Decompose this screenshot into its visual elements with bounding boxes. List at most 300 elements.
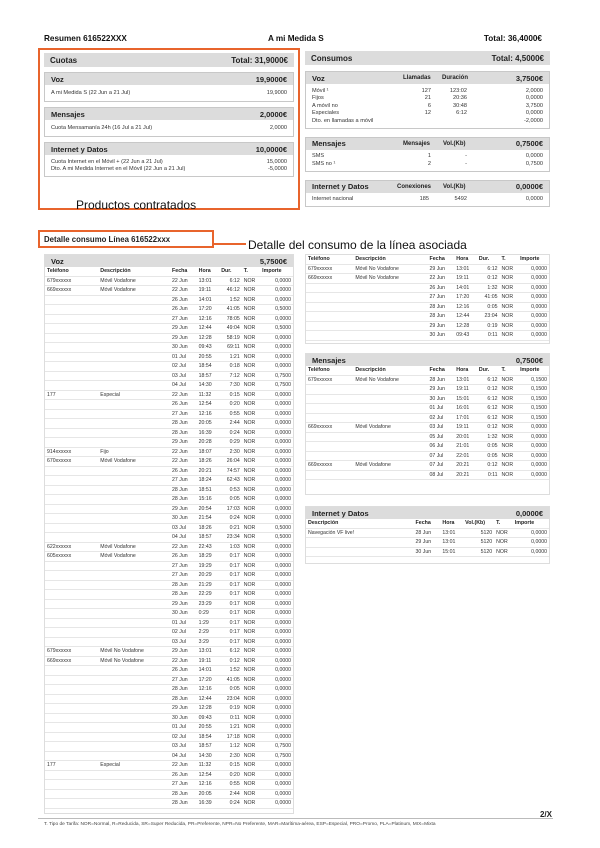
table-cell: NOR xyxy=(243,496,256,502)
column-header: Teléfono xyxy=(308,367,330,374)
column-header: Fecha xyxy=(172,268,188,275)
table-cell: 21:29 xyxy=(198,581,212,588)
table-row xyxy=(45,618,293,628)
table-row xyxy=(45,590,293,600)
table-cell: 0,0000 xyxy=(275,429,291,436)
table-cell: 15:16 xyxy=(198,496,212,502)
table-cell: 0:17 xyxy=(229,610,240,616)
column-header: Vol.(Kb) xyxy=(465,520,486,527)
table-cell: 0:17 xyxy=(229,553,240,559)
table-cell: 12:16 xyxy=(456,303,470,310)
table-cell: 17:20 xyxy=(198,676,212,683)
table-cell: 0,1500 xyxy=(531,386,547,392)
table-row xyxy=(45,476,293,486)
table-cell: 12:44 xyxy=(198,325,212,331)
table-cell: 0,0000 xyxy=(275,467,291,474)
table-cell: 26 Jun xyxy=(172,401,188,407)
table-cell: 0,0000 xyxy=(275,391,291,398)
table-cell: 12:28 xyxy=(198,705,212,711)
table-cell xyxy=(98,533,170,543)
table-cell xyxy=(306,547,414,557)
table-cell: 0,5000 xyxy=(275,325,291,331)
consumos-internet-title: Internet y Datos xyxy=(312,182,369,191)
table-cell: Móvil Vodafone xyxy=(355,424,391,430)
row-volume: - xyxy=(465,153,467,160)
table-cell: 0,0000 xyxy=(275,705,291,711)
table-cell: 20:01 xyxy=(456,433,470,440)
table-cell: 0:20 xyxy=(229,401,240,407)
table-cell: 04 Jul xyxy=(172,752,186,759)
table-cell: NOR xyxy=(501,376,514,383)
table-cell: 20:21 xyxy=(456,462,470,468)
table-cell: 0:24 xyxy=(229,429,240,436)
table-cell: 0,0000 xyxy=(275,648,291,654)
table-cell: 0,0000 xyxy=(275,277,291,284)
table-cell: 03 Jul xyxy=(172,524,186,531)
table-cell xyxy=(306,283,353,293)
table-row xyxy=(306,375,549,385)
table-cell xyxy=(45,333,98,343)
table-cell xyxy=(45,637,98,647)
table-cell: NOR xyxy=(243,477,256,483)
table-cell: 6:12 xyxy=(229,648,240,654)
table-cell: 0,0000 xyxy=(275,515,291,521)
table-cell xyxy=(45,533,98,543)
table-row xyxy=(45,780,293,790)
table-cell: 0,0000 xyxy=(275,543,291,550)
table-cell: 21:01 xyxy=(456,443,470,449)
table-cell: 20:21 xyxy=(456,471,470,478)
table-cell: 1:12 xyxy=(229,743,240,749)
table-cell xyxy=(98,409,170,419)
table-cell: 27 Jun xyxy=(429,294,446,300)
table-row xyxy=(45,704,293,714)
table-cell: 0,0000 xyxy=(275,572,291,578)
cuotas-total: Total: 31,9000€ xyxy=(231,55,288,65)
table-cell: NOR xyxy=(243,296,256,303)
consumos-voz xyxy=(305,71,550,129)
table-cell: NOR xyxy=(501,471,514,478)
table-cell: 01 Jul xyxy=(172,619,186,626)
table-row xyxy=(45,314,293,324)
row-label: SMS no ¹ xyxy=(312,160,336,167)
table-cell: 0,1500 xyxy=(531,395,547,402)
table-cell: 7:12 xyxy=(229,372,240,379)
table-cell xyxy=(45,675,98,685)
table-cell xyxy=(45,523,98,533)
table-row xyxy=(45,381,293,391)
table-cell xyxy=(45,400,98,410)
table-cell: 29 Jun xyxy=(415,539,432,545)
table-cell: 28 Jun xyxy=(429,376,446,383)
table-cell: 30 Jun xyxy=(415,548,432,555)
row-label: Dto. A mi Medida Internet en el Móvil (22 Jun a 21 Jul) xyxy=(51,166,186,173)
table-cell: NOR xyxy=(501,284,514,291)
table-cell: NOR xyxy=(243,553,256,559)
table-cell: NOR xyxy=(243,733,256,740)
table-cell: NOR xyxy=(243,410,256,417)
table-cell: Móvil Vodafone xyxy=(100,277,136,284)
table-cell: 0,0000 xyxy=(531,462,547,468)
table-cell xyxy=(98,419,170,429)
table-cell xyxy=(98,352,170,362)
col-header-llamadas: Llamadas xyxy=(403,75,431,81)
table-cell: 1:03 xyxy=(229,543,240,550)
table-cell xyxy=(45,599,98,609)
table-cell xyxy=(353,442,427,452)
table-cell: 0,0000 xyxy=(275,562,291,569)
table-cell: NOR xyxy=(243,695,256,702)
table-cell: 1:29 xyxy=(198,619,209,626)
detail-voz-continued xyxy=(305,254,550,344)
table-cell xyxy=(45,314,98,324)
table-cell: 19:11 xyxy=(198,287,212,293)
list-item xyxy=(306,102,549,110)
table-row xyxy=(45,295,293,305)
table-cell: Móvil No Vodafone xyxy=(355,265,399,272)
table-cell: 03 Jul xyxy=(172,638,186,645)
table-row xyxy=(306,302,549,312)
table-cell: 0,7500 xyxy=(275,372,291,379)
table-cell xyxy=(45,514,98,524)
table-cell: 0:17 xyxy=(229,638,240,645)
table-header-row xyxy=(45,267,293,276)
table-cell: 27 Jun xyxy=(172,572,188,578)
table-cell xyxy=(45,580,98,590)
table-cell: 0,0000 xyxy=(275,600,291,607)
table-cell: 14:01 xyxy=(198,667,212,673)
table-cell xyxy=(306,451,353,461)
row-value: 0,0000 xyxy=(525,153,543,160)
column-header: T. xyxy=(496,520,501,527)
table-cell xyxy=(306,413,353,423)
table-cell: NOR xyxy=(243,486,256,493)
row-count: 127 xyxy=(421,87,431,94)
table-row xyxy=(45,542,293,552)
table-cell: 28 Jun xyxy=(172,686,188,692)
table-cell: 17:03 xyxy=(226,505,240,512)
table-cell: NOR xyxy=(501,443,514,449)
table-cell xyxy=(98,295,170,305)
table-cell: NOR xyxy=(501,303,514,310)
table-cell: 13:01 xyxy=(456,265,470,272)
table-row xyxy=(306,470,549,480)
table-cell: 20:05 xyxy=(198,790,212,797)
table-cell: 0,0000 xyxy=(275,486,291,493)
table-cell: NOR xyxy=(501,424,514,430)
table-cell: 0:05 xyxy=(487,452,498,459)
table-cell: 1:52 xyxy=(229,667,240,673)
table-row xyxy=(45,324,293,334)
table-cell: 0,7500 xyxy=(275,752,291,759)
table-cell: 04 Jul xyxy=(172,534,186,540)
table-cell xyxy=(45,419,98,429)
table-cell: NOR xyxy=(243,724,256,730)
col-header-mensajes: Mensajes xyxy=(403,140,431,147)
table-cell: 19:11 xyxy=(456,275,469,281)
table-cell: 0:19 xyxy=(487,322,498,329)
table-cell: 30 Jun xyxy=(172,610,188,616)
row-count: 6 xyxy=(427,102,431,109)
table-cell: 17:01 xyxy=(456,414,470,421)
connector-line xyxy=(214,243,246,245)
table-cell: 669xxxxxx xyxy=(308,424,333,430)
table-cell: 09:43 xyxy=(198,344,212,350)
table-cell xyxy=(98,599,170,609)
table-cell: 03 Jul xyxy=(172,743,186,749)
table-cell xyxy=(45,713,98,723)
table-cell: Móvil Vodafone xyxy=(100,553,136,559)
table-row xyxy=(45,485,293,495)
column-header: Descripción xyxy=(355,256,386,263)
table-cell: 74:57 xyxy=(226,467,240,474)
table-cell: 29 Jun xyxy=(429,386,446,392)
table-cell: 2:30 xyxy=(229,752,240,759)
row-value: -5,0000 xyxy=(268,166,287,173)
table-cell xyxy=(98,704,170,714)
table-cell: 0:29 xyxy=(198,610,209,616)
table-cell: 0,0000 xyxy=(275,790,291,797)
table-cell: NOR xyxy=(496,548,508,555)
table-cell: 58:19 xyxy=(226,334,240,341)
table-cell: 01 Jul xyxy=(172,353,186,360)
column-header: T. xyxy=(501,367,506,374)
table-cell: 6:12 xyxy=(487,405,498,411)
table-row xyxy=(306,413,549,423)
table-cell: 0,0000 xyxy=(275,553,291,559)
table-cell: 19:11 xyxy=(198,657,212,664)
table-cell: 22:01 xyxy=(456,452,470,459)
table-cell: NOR xyxy=(243,277,256,284)
table-cell: 22 Jun xyxy=(172,458,188,464)
table-cell: 2:44 xyxy=(229,420,240,426)
table-cell xyxy=(98,675,170,685)
column-header: Hora xyxy=(198,268,211,275)
table-cell: Móvil No Vodafone xyxy=(100,648,144,654)
list-item xyxy=(306,110,549,118)
table-cell: NOR xyxy=(243,591,256,597)
table-cell xyxy=(98,789,170,799)
table-cell: 0:11 xyxy=(230,714,240,721)
row-volume: 5492 xyxy=(454,196,467,203)
table-cell xyxy=(306,321,353,331)
row-label: Fijos xyxy=(312,95,324,102)
table-cell xyxy=(45,343,98,353)
list-item xyxy=(45,166,293,174)
table-row xyxy=(45,751,293,761)
table-cell: NOR xyxy=(243,439,256,445)
table-cell xyxy=(45,780,98,790)
table-cell xyxy=(45,295,98,305)
table-cell: NOR xyxy=(501,265,514,272)
table-cell xyxy=(353,432,427,442)
table-cell: 0:18 xyxy=(229,363,240,369)
table-cell: 03 Jul xyxy=(429,424,444,430)
table-cell xyxy=(45,723,98,733)
table-cell: 12:44 xyxy=(198,695,212,702)
table-row xyxy=(306,461,549,471)
table-cell: 2:44 xyxy=(229,790,240,797)
column-header: Importe xyxy=(514,520,535,527)
row-label: A móvil no xyxy=(312,102,338,109)
column-header: Descripción xyxy=(308,520,339,527)
table-cell: 28 Jun xyxy=(172,429,188,436)
table-cell: 0,0000 xyxy=(275,458,291,464)
table-row xyxy=(45,390,293,400)
table-cell: 0:29 xyxy=(229,439,240,445)
table-cell: 22 Jun xyxy=(172,657,188,664)
footer-note: T. Tipo de Tarifa: NOR=Normal, R=Reducida, SR=Super Reducida, PR=Preferente, NPR=No Preferente, MAR=Marítima-aérea, ESP=Especial, PRO=Promo, PLA=Platinum, MIX=Mixta xyxy=(44,822,436,827)
table-cell: NOR xyxy=(243,581,256,588)
table-row xyxy=(45,466,293,476)
table-cell: 22 Jun xyxy=(429,275,446,281)
table-cell xyxy=(98,466,170,476)
table-cell: 1:32 xyxy=(487,284,498,291)
table-cell: 5120 xyxy=(480,529,493,536)
row-label: A mi Medida S (22 Jun a 21 Jul) xyxy=(51,90,131,96)
col-header-vol: Vol.(Kb) xyxy=(443,140,466,147)
table-cell: 23:04 xyxy=(226,695,240,702)
table-cell: 28 Jun xyxy=(172,420,188,426)
table-cell: 26:04 xyxy=(226,458,240,464)
table-cell: 0,0000 xyxy=(531,284,547,291)
table-cell: 0,0000 xyxy=(275,714,291,721)
table-cell: 16:01 xyxy=(456,405,470,411)
consumos-voz-title: Voz xyxy=(312,73,325,83)
table-cell: NOR xyxy=(243,572,256,578)
table-cell: 0:55 xyxy=(229,781,240,787)
table-cell: 669xxxxxx xyxy=(47,287,72,293)
table-row xyxy=(45,333,293,343)
row-label: Móvil ¹ xyxy=(312,87,329,94)
column-header: Fecha xyxy=(429,367,445,374)
row-value: 15,0000 xyxy=(266,158,287,165)
table-cell: 18:51 xyxy=(198,486,212,493)
table-cell xyxy=(98,571,170,581)
cuotas-voz-amount: 19,9000€ xyxy=(255,74,287,84)
table-cell: 0,0000 xyxy=(531,433,547,440)
table-cell: 15:01 xyxy=(442,548,456,555)
table-cell: NOR xyxy=(243,752,256,759)
table-cell: 2:30 xyxy=(229,448,240,455)
table-cell: 18:54 xyxy=(198,733,212,740)
table-cell xyxy=(98,523,170,533)
row-value: 0,0000 xyxy=(525,196,543,203)
table-cell: 30 Jun xyxy=(429,395,446,402)
table-cell: 0:11 xyxy=(487,332,498,338)
table-cell: 0,0000 xyxy=(275,695,291,702)
table-cell xyxy=(45,618,98,628)
table-cell xyxy=(98,666,170,676)
column-header: Descripción xyxy=(355,367,386,374)
table-cell: 0:12 xyxy=(487,386,498,392)
table-cell xyxy=(45,590,98,600)
table-cell xyxy=(45,789,98,799)
table-cell: 29 Jun xyxy=(172,439,188,445)
table-cell: NOR xyxy=(243,619,256,626)
table-cell: NOR xyxy=(243,505,256,512)
table-cell: 26 Jun xyxy=(172,296,188,303)
table-cell: 0,0000 xyxy=(531,332,547,338)
detail-voz2-table xyxy=(306,255,549,341)
table-cell xyxy=(306,470,353,480)
table-cell xyxy=(45,324,98,334)
table-cell: NOR xyxy=(501,313,514,319)
table-cell: 7:30 xyxy=(229,382,240,388)
table-cell xyxy=(353,470,427,480)
table-cell: Móvil Vodafone xyxy=(100,543,136,550)
table-cell: 02 Jul xyxy=(172,363,186,369)
table-cell: 5120 xyxy=(480,548,493,555)
table-cell: Navegación VF live! xyxy=(308,529,355,536)
table-cell: NOR xyxy=(243,524,256,531)
table-cell xyxy=(45,770,98,780)
table-cell: 12:16 xyxy=(198,686,212,692)
table-cell: NOR xyxy=(243,515,256,521)
annotation-productos: Productos contratados xyxy=(76,198,197,212)
table-cell xyxy=(98,514,170,524)
table-row xyxy=(45,685,293,695)
table-cell: 09:43 xyxy=(198,714,212,721)
table-cell: NOR xyxy=(243,334,256,341)
table-cell: 0,0000 xyxy=(275,401,291,407)
row-label: Especiales xyxy=(312,110,340,117)
table-row xyxy=(45,447,293,457)
table-cell: NOR xyxy=(501,275,514,281)
table-cell xyxy=(45,466,98,476)
table-cell: 18:57 xyxy=(198,372,212,379)
consumos-internet xyxy=(305,180,550,208)
table-row xyxy=(45,276,293,286)
table-cell: 0:17 xyxy=(229,600,240,607)
table-cell: NOR xyxy=(243,306,256,312)
table-row xyxy=(45,761,293,771)
table-cell: NOR xyxy=(501,395,514,402)
table-cell: NOR xyxy=(243,353,256,360)
table-cell xyxy=(98,618,170,628)
cuotas-title: Cuotas xyxy=(50,55,78,65)
consumos-title: Consumos xyxy=(311,53,353,63)
table-cell xyxy=(45,476,98,486)
table-cell: 0,0000 xyxy=(275,439,291,445)
table-cell: 07 Jul xyxy=(429,462,444,468)
table-cell: 1:21 xyxy=(229,353,240,360)
column-header: Hora xyxy=(442,520,455,527)
table-cell xyxy=(98,428,170,438)
table-cell: 14:01 xyxy=(456,284,470,291)
row-label: Cuota Mensamanía 24h (16 Jul a 21 Jul) xyxy=(51,125,153,131)
resumen-label: Resumen 616522XXX xyxy=(44,34,127,43)
table-cell: 28 Jun xyxy=(172,486,188,493)
table-row xyxy=(45,428,293,438)
table-cell: 6:12 xyxy=(487,265,498,272)
table-cell: Móvil Vodafone xyxy=(100,287,136,293)
table-cell: 679xxxxxx xyxy=(308,376,333,383)
table-cell: 622xxxxxx xyxy=(47,543,72,550)
table-cell: NOR xyxy=(243,543,256,550)
table-cell: 69:11 xyxy=(227,344,240,350)
table-cell: NOR xyxy=(501,332,514,338)
table-cell: 27 Jun xyxy=(172,410,188,417)
table-cell: NOR xyxy=(243,657,256,664)
table-cell: 0,5000 xyxy=(275,306,291,312)
table-cell: 29 Jun xyxy=(172,705,188,711)
table-cell: NOR xyxy=(243,382,256,388)
table-cell: NOR xyxy=(501,452,514,459)
consumos-header xyxy=(305,51,550,65)
table-row xyxy=(306,442,549,452)
table-cell: 17:20 xyxy=(456,294,470,300)
